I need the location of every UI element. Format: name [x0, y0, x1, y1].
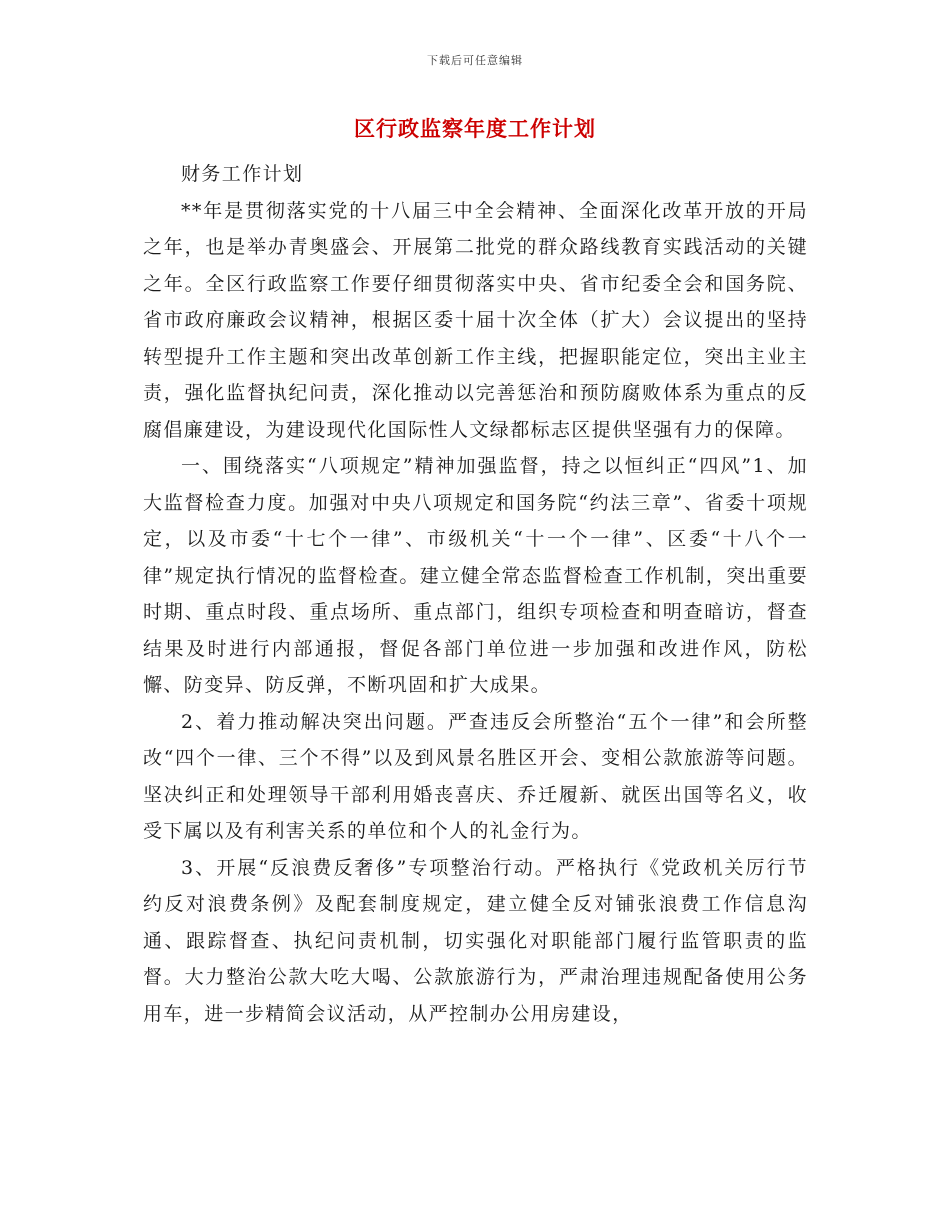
paragraph-item-2: 2、着力推动解决突出问题。严查违反会所整治“五个一律”和会所整改“四个一律、三个不得”以及到风景名胜区开会、变相公款旅游等问题。坚决纠正和处理领导干部利用婚丧喜庆、乔迁履新、就医出国等名义，收受下属以及有利害关系的单位和个人的礼金行为。	[143, 710, 808, 842]
document-body	[143, 156, 808, 1032]
document-subtitle: 财务工作计划	[181, 163, 304, 185]
paragraph-section-1: 一、围绕落实“八项规定”精神加强监督，持之以恒纠正“四风”1、加大监督检查力度。加强对中央八项规定和国务院“约法三章”、省委十项规定，以及市委“十七个一律”、市级机关“十一个一律”、区委“十八个一律”规定执行情况的监督检查。建立健全常态监督检查工作机制，突出重要时期、重点时段、重点场所、重点部门，组织专项检查和明查暗访，督查结果及时进行内部通报，督促各部门单位进一步加强和改进作风，防松懈、防变异、防反弹，不断巩固和扩大成果。	[143, 455, 808, 696]
document-title: 区行政监察年度工作计划	[354, 116, 596, 141]
paragraph-intro: **年是贯彻落实党的十八届三中全会精神、全面深化改革开放的开局之年，也是举办青奥盛会、开展第二批党的群众路线教育实践活动的关键之年。全区行政监察工作要仔细贯彻落实中央、省市纪委全会和国务院、省市政府廉政会议精神，根据区委十届十次全体（扩大）会议提出的坚持转型提升工作主题和突出改革创新工作主线，把握职能定位，突出主业主责，强化监督执纪问责，深化推动以完善惩治和预防腐败体系为重点的反腐倡廉建设，为建设现代化国际性人文绿都标志区提供坚强有力的保障。	[143, 199, 808, 441]
paragraph-item-3: 3、开展“反浪费反奢侈”专项整治行动。严格执行《党政机关厉行节约反对浪费条例》及配套制度规定，建立健全反对铺张浪费工作信息沟通、跟踪督查、执纪问责机制，切实强化对职能部门履行监管职责的监督。大力整治公款大吃大喝、公款旅游行为，严肃治理违规配备使用公务用车，进一步精简会议活动，从严控制办公用房建设，	[143, 856, 808, 1025]
page-header-note: 下载后可任意编辑	[427, 54, 523, 67]
